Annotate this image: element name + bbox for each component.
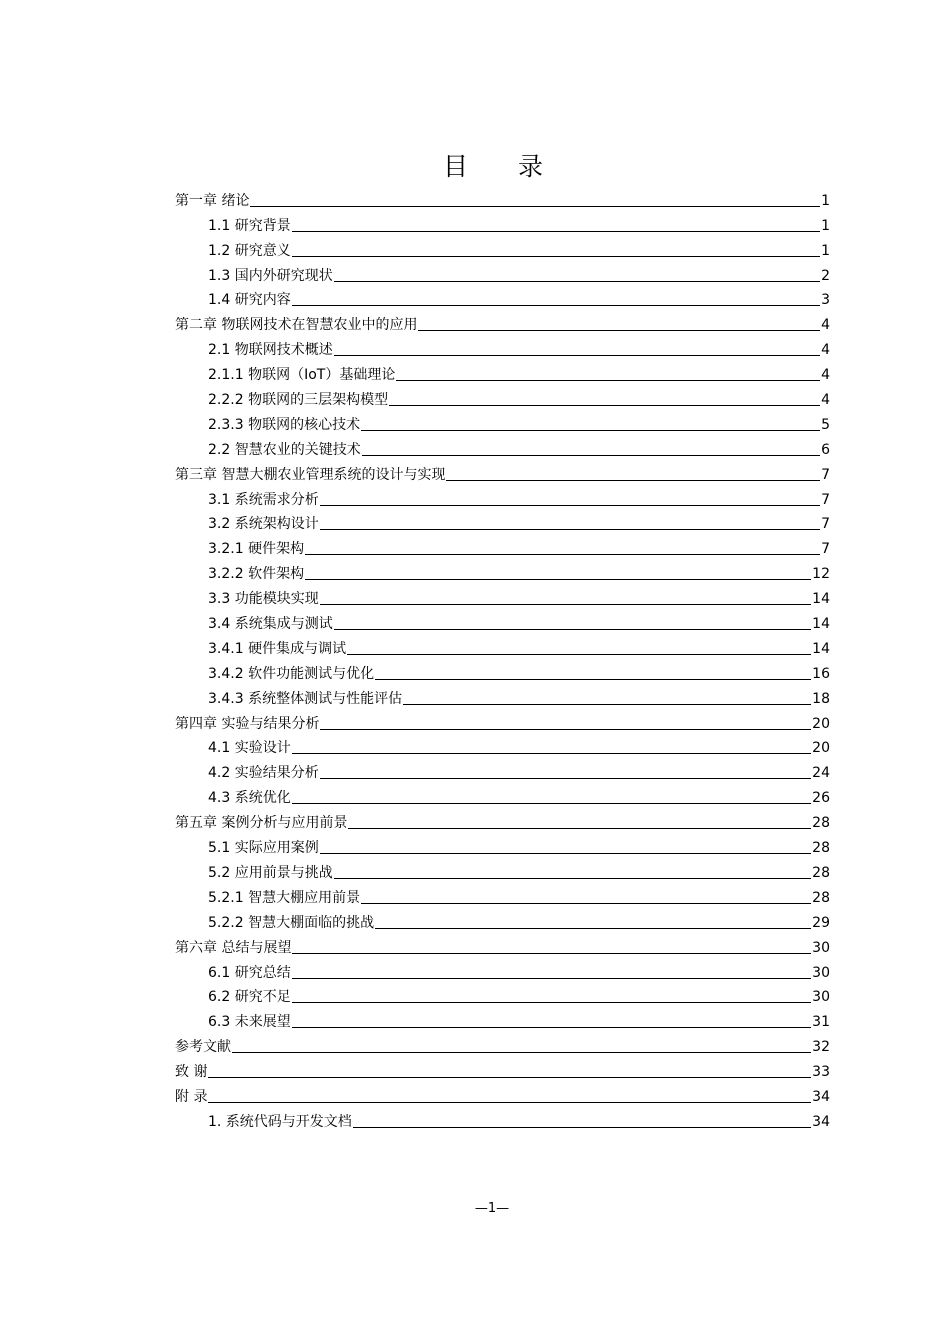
toc-entry-page-number: 32	[812, 1039, 830, 1056]
toc-entry-page-number: 28	[812, 840, 830, 857]
toc-entry-page-number: 7	[821, 516, 830, 533]
toc-leader-line	[334, 355, 820, 356]
toc-entry-page-number: 34	[812, 1088, 830, 1105]
toc-entry[interactable]	[175, 807, 830, 832]
page-number-footer: —1—	[474, 1201, 510, 1216]
toc-entry[interactable]	[175, 982, 830, 1007]
toc-entry[interactable]	[175, 608, 830, 633]
toc-leader-line	[320, 505, 820, 506]
toc-leader-line	[362, 455, 820, 456]
toc-entry-page-number: 3	[821, 292, 830, 309]
toc-entry[interactable]	[175, 484, 830, 509]
toc-entry-label: 2.1 物联网技术概述	[208, 342, 333, 359]
toc-entry[interactable]	[175, 782, 830, 807]
toc-leader-line	[292, 978, 811, 979]
toc-entry-page-number: 1	[821, 217, 830, 234]
toc-entry-label: 2.3.3 物联网的核心技术	[208, 416, 361, 433]
toc-entry-page-number: 7	[821, 466, 830, 483]
toc-entry-label: 3.4.2 软件功能测试与优化	[208, 665, 375, 682]
toc-entry[interactable]	[175, 285, 830, 310]
toc-entry[interactable]	[175, 384, 830, 409]
toc-entry-page-number: 30	[812, 939, 830, 956]
table-of-contents	[175, 185, 830, 1131]
toc-leader-line	[292, 231, 820, 232]
toc-entry-label: 3.3 功能模块实现	[208, 591, 319, 608]
toc-entry-page-number: 4	[821, 342, 830, 359]
toc-entry-page-number: 1	[821, 192, 830, 209]
toc-entry[interactable]	[175, 683, 830, 708]
toc-entry-page-number: 20	[812, 715, 830, 732]
toc-entry[interactable]	[175, 957, 830, 982]
toc-entry[interactable]	[175, 309, 830, 334]
toc-entry[interactable]	[175, 882, 830, 907]
toc-entry-label: 3.4.3 系统整体测试与性能评估	[208, 690, 403, 707]
toc-entry-label: 第五章 案例分析与应用前景	[175, 815, 348, 832]
toc-entry-label: 3.1 系统需求分析	[208, 491, 319, 508]
toc-entry-label: 参考文献	[175, 1039, 231, 1056]
toc-entry[interactable]	[175, 757, 830, 782]
toc-entry-label: 第二章 物联网技术在智慧农业中的应用	[175, 317, 418, 334]
toc-entry[interactable]	[175, 733, 830, 758]
toc-entry-page-number: 1	[821, 242, 830, 259]
toc-entry-label: 2.1.1 物联网（IoT）基础理论	[208, 367, 396, 384]
toc-entry-label: 3.2.2 软件架构	[208, 566, 305, 583]
toc-entry[interactable]	[175, 832, 830, 857]
toc-entry-label: 6.1 研究总结	[208, 964, 291, 981]
toc-entry-label: 致 谢	[175, 1064, 208, 1081]
toc-entry[interactable]	[175, 1106, 830, 1131]
toc-entry[interactable]	[175, 260, 830, 285]
toc-leader-line	[348, 828, 811, 829]
toc-entry[interactable]	[175, 1081, 830, 1106]
toc-entry[interactable]	[175, 509, 830, 534]
toc-entry-page-number: 5	[821, 416, 830, 433]
toc-entry[interactable]	[175, 558, 830, 583]
toc-leader-line	[334, 281, 820, 282]
toc-entry-label: 3.4 系统集成与测试	[208, 616, 333, 633]
toc-entry-page-number: 28	[812, 889, 830, 906]
toc-entry-label: 3.4.1 硬件集成与调试	[208, 640, 347, 657]
toc-leader-line	[250, 206, 820, 207]
toc-entry-label: 第四章 实验与结果分析	[175, 715, 320, 732]
toc-entry-label: 4.3 系统优化	[208, 790, 291, 807]
toc-entry[interactable]	[175, 932, 830, 957]
toc-entry-page-number: 14	[812, 640, 830, 657]
toc-leader-line	[292, 305, 820, 306]
toc-leader-line	[347, 654, 811, 655]
toc-entry[interactable]	[175, 583, 830, 608]
toc-entry-page-number: 16	[812, 665, 830, 682]
toc-entry-label: 5.2.1 智慧大棚应用前景	[208, 889, 361, 906]
toc-entry-page-number: 12	[812, 566, 830, 583]
toc-entry-page-number: 14	[812, 616, 830, 633]
toc-entry-page-number: 31	[812, 1014, 830, 1031]
toc-entry-page-number: 24	[812, 765, 830, 782]
toc-entry-label: 5.2 应用前景与挑战	[208, 864, 333, 881]
toc-entry[interactable]	[175, 210, 830, 235]
toc-entry[interactable]	[175, 334, 830, 359]
toc-entry[interactable]	[175, 1031, 830, 1056]
toc-leader-line	[305, 579, 811, 580]
toc-leader-line	[320, 729, 811, 730]
toc-entry-page-number: 14	[812, 591, 830, 608]
toc-leader-line	[389, 405, 820, 406]
toc-entry[interactable]	[175, 185, 830, 210]
toc-entry-page-number: 7	[821, 541, 830, 558]
toc-entry-label: 第六章 总结与展望	[175, 939, 292, 956]
toc-leader-line	[320, 529, 820, 530]
toc-entry-label: 6.3 未来展望	[208, 1014, 291, 1031]
toc-entry-page-number: 30	[812, 989, 830, 1006]
toc-leader-line	[446, 480, 820, 481]
toc-leader-line	[232, 1052, 811, 1053]
toc-entry-page-number: 7	[821, 491, 830, 508]
toc-leader-line	[292, 753, 811, 754]
toc-leader-line	[305, 554, 820, 555]
toc-entry-label: 第三章 智慧大棚农业管理系统的设计与实现	[175, 466, 446, 483]
toc-entry-label: 附 录	[175, 1088, 208, 1105]
page-title: 目 录	[442, 152, 543, 181]
toc-leader-line	[418, 330, 820, 331]
toc-entry-label: 1. 系统代码与开发文档	[208, 1113, 352, 1130]
toc-leader-line	[334, 878, 811, 879]
toc-entry[interactable]	[175, 857, 830, 882]
toc-entry-page-number: 33	[812, 1064, 830, 1081]
toc-entry-page-number: 34	[812, 1113, 830, 1130]
toc-entry-label: 4.1 实验设计	[208, 740, 291, 757]
toc-leader-line	[292, 256, 820, 257]
toc-leader-line	[292, 1002, 811, 1003]
toc-entry-label: 1.2 研究意义	[208, 242, 291, 259]
toc-entry[interactable]	[175, 658, 830, 683]
toc-entry[interactable]	[175, 1006, 830, 1031]
toc-entry-label: 3.2.1 硬件架构	[208, 541, 305, 558]
toc-entry-label: 4.2 实验结果分析	[208, 765, 319, 782]
toc-entry-label: 2.2 智慧农业的关键技术	[208, 441, 361, 458]
toc-entry-page-number: 2	[821, 267, 830, 284]
toc-leader-line	[334, 629, 811, 630]
toc-leader-line	[292, 953, 811, 954]
toc-leader-line	[208, 1102, 811, 1103]
toc-leader-line	[361, 903, 811, 904]
toc-entry-label: 第一章 绪论	[175, 192, 250, 209]
toc-entry[interactable]	[175, 907, 830, 932]
toc-entry[interactable]	[175, 633, 830, 658]
toc-leader-line	[320, 853, 811, 854]
toc-entry-label: 1.1 研究背景	[208, 217, 291, 234]
toc-entry[interactable]	[175, 409, 830, 434]
toc-entry-page-number: 28	[812, 864, 830, 881]
toc-entry-page-number: 29	[812, 914, 830, 931]
toc-entry[interactable]	[175, 1056, 830, 1081]
toc-entry-label: 1.4 研究内容	[208, 292, 291, 309]
toc-entry-page-number: 4	[821, 367, 830, 384]
toc-entry-page-number: 6	[821, 441, 830, 458]
toc-entry[interactable]	[175, 533, 830, 558]
toc-leader-line	[208, 1077, 811, 1078]
toc-entry-label: 2.2.2 物联网的三层架构模型	[208, 392, 389, 409]
toc-entry-page-number: 28	[812, 815, 830, 832]
toc-leader-line	[320, 604, 811, 605]
toc-leader-line	[361, 430, 820, 431]
toc-entry-page-number: 30	[812, 964, 830, 981]
toc-entry-label: 5.1 实际应用案例	[208, 840, 319, 857]
toc-entry-page-number: 26	[812, 790, 830, 807]
toc-leader-line	[320, 778, 811, 779]
toc-leader-line	[375, 679, 811, 680]
toc-leader-line	[292, 803, 811, 804]
toc-leader-line	[353, 1127, 811, 1128]
toc-entry-label: 5.2.2 智慧大棚面临的挑战	[208, 914, 375, 931]
toc-entry[interactable]	[175, 235, 830, 260]
toc-entry-page-number: 18	[812, 690, 830, 707]
toc-entry-label: 3.2 系统架构设计	[208, 516, 319, 533]
toc-entry[interactable]	[175, 459, 830, 484]
toc-entry-label: 1.3 国内外研究现状	[208, 267, 333, 284]
toc-entry-page-number: 4	[821, 317, 830, 334]
toc-leader-line	[292, 1027, 811, 1028]
toc-leader-line	[403, 704, 811, 705]
toc-entry[interactable]	[175, 434, 830, 459]
toc-leader-line	[375, 928, 811, 929]
toc-leader-line	[396, 380, 820, 381]
toc-entry[interactable]	[175, 359, 830, 384]
toc-entry-page-number: 4	[821, 392, 830, 409]
toc-entry[interactable]	[175, 708, 830, 733]
toc-entry-page-number: 20	[812, 740, 830, 757]
toc-entry-label: 6.2 研究不足	[208, 989, 291, 1006]
